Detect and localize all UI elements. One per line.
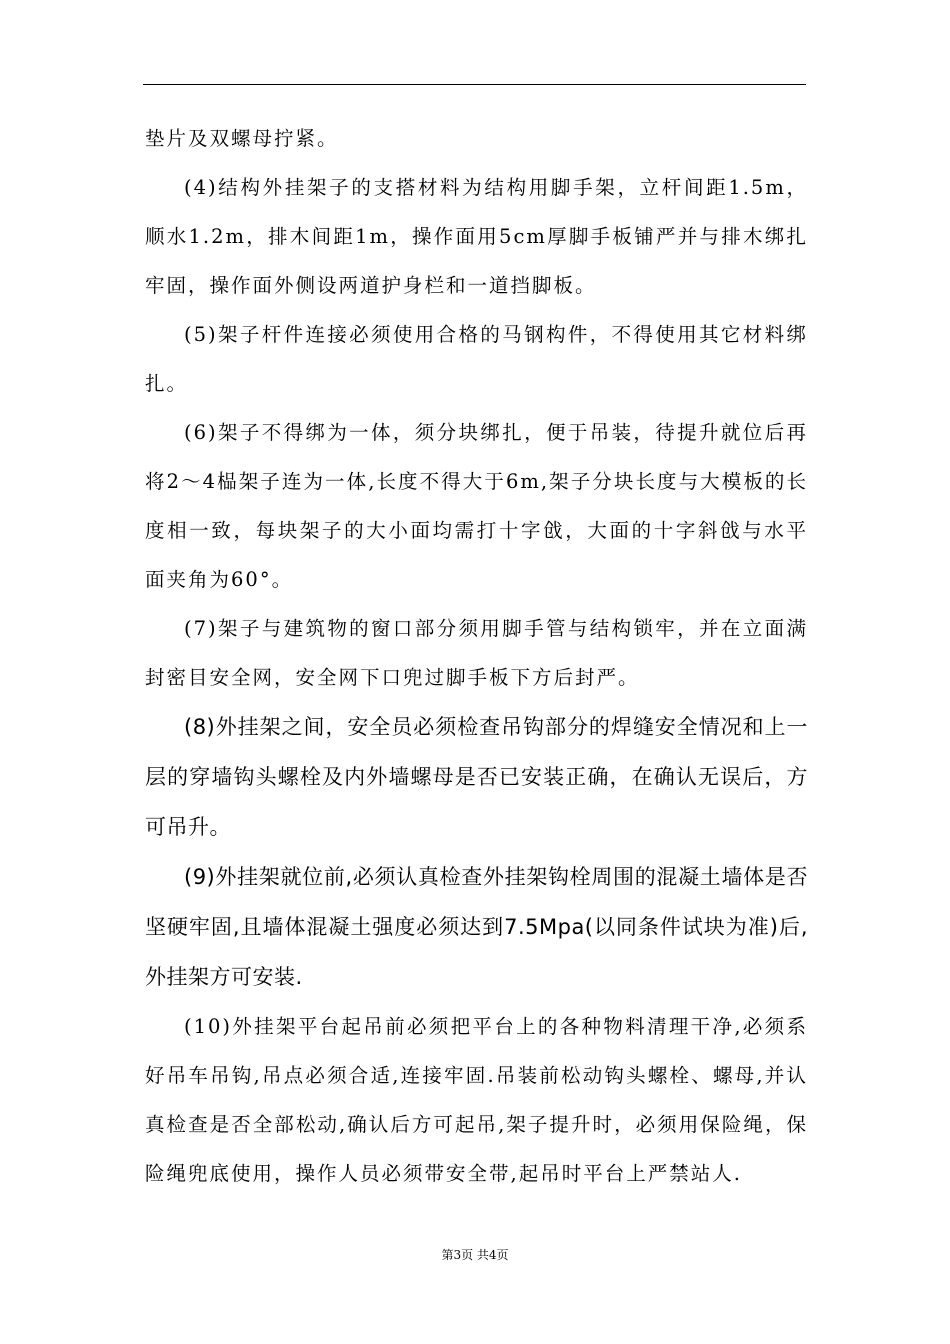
paragraph-item-8: (8)外挂架之间，安全员必须检查吊钩部分的焊缝安全情况和上一层的穿墙钩头螺栓及内外墙螺母是否已安装正确，在确认无误后，方可吊升。 bbox=[145, 715, 808, 839]
paragraph-item-10: (10)外挂架平台起吊前必须把平台上的各种物料清理干净,必须系好吊车吊钩,吊点必须合适,连接牢固.吊装前松动钩头螺栓、螺母,并认真检查是否全部松动,确认后方可起吊,架子提升时，必须用保险绳，保险绳兜底使用，操作人员必须带安全带,起吊时平台上严禁站人. bbox=[145, 1015, 808, 1185]
paragraph-item-5: (5)架子杆件连接必须使用合格的马钢构件，不得使用其它材料绑扎。 bbox=[145, 323, 808, 395]
paragraph-item-4: (4)结构外挂架子的支搭材料为结构用脚手架，立杆间距1.5m，顺水1.2m，排木间距1m，操作面用5cm厚脚手板铺严并与排木绑扎牢固，操作面外侧设两道护身栏和一道挡脚板。 bbox=[145, 176, 808, 297]
paragraph-item-9: (9)外挂架就位前,必须认真检查外挂架钩栓周围的混凝土墙体是否坚硬牢固,且墙体混凝土强度必须达到7.5Mpa(以同条件试块为准)后,外挂架方可安装. bbox=[145, 865, 808, 989]
paragraph-item-7: (7)架子与建筑物的窗口部分须用脚手管与结构锁牢，并在立面满封密目安全网，安全网下口兜过脚手板下方后封严。 bbox=[145, 617, 808, 689]
paragraph-continuation: 垫片及双螺母拧紧。 bbox=[145, 127, 339, 150]
header-rule bbox=[143, 84, 806, 85]
document-body bbox=[145, 114, 808, 1198]
page-footer: 第3页 共4页 bbox=[441, 1248, 509, 1262]
paragraph-item-6: (6)架子不得绑为一体，须分块绑扎，便于吊装，待提升就位后再将2～4榀架子连为一体,长度不得大于6m,架子分块长度与大模板的长度相一致，每块架子的大小面均需打十字戗，大面的十字斜戗与水平面夹角为60°。 bbox=[145, 421, 808, 591]
